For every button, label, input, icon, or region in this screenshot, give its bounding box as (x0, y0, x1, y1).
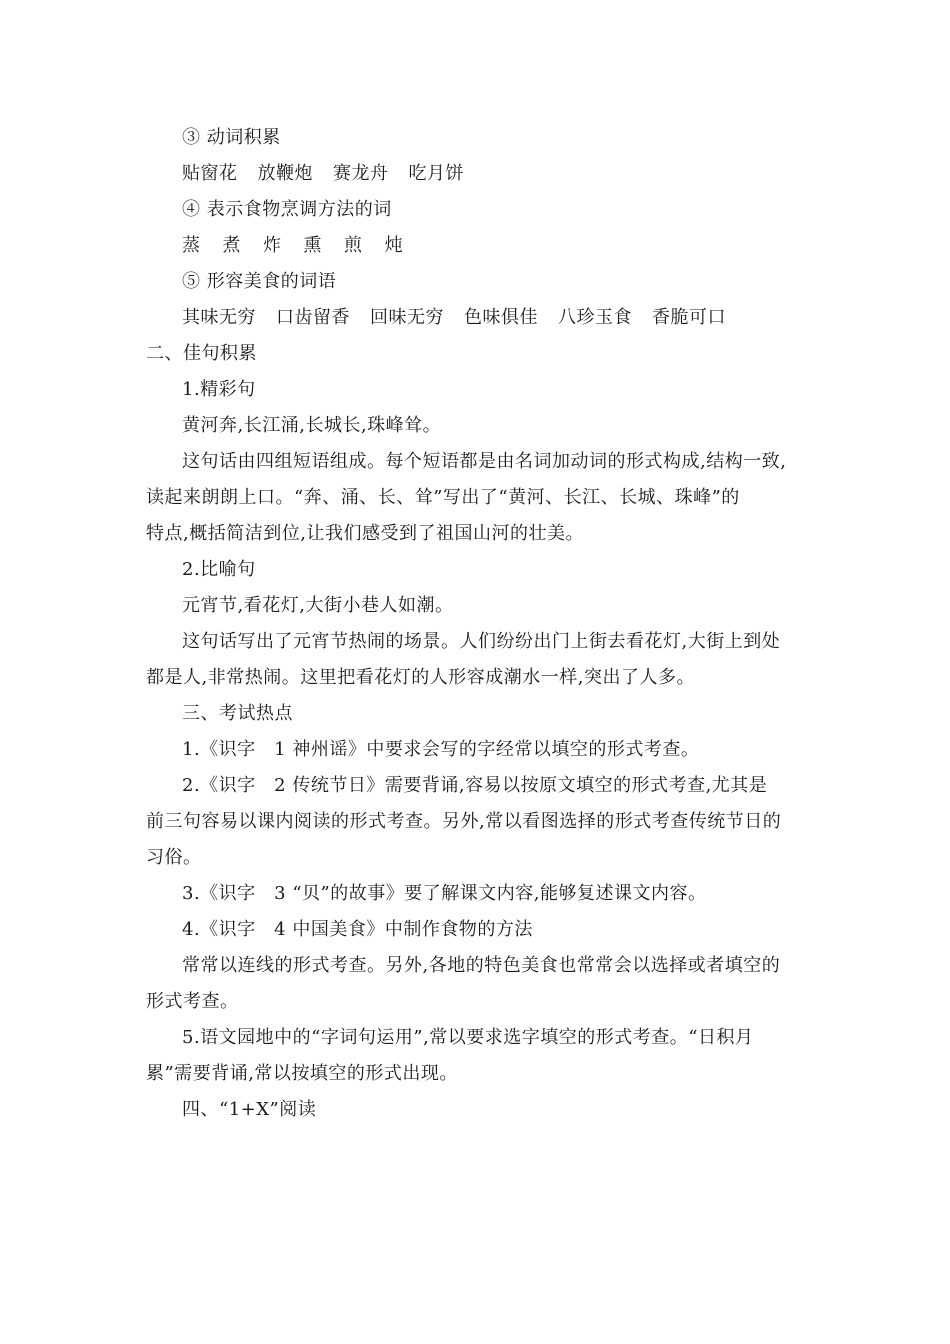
paragraph-line: 形式考查。 (146, 991, 239, 1012)
word-item: 口齿留香 (276, 307, 350, 328)
part2-item2-explanation (146, 624, 808, 696)
exam-point-5 (146, 1020, 808, 1092)
part2-item1-sentence: 黄河奔,长江涌,长城长,珠峰耸。 (182, 415, 442, 436)
word-item: 吃月饼 (408, 163, 464, 184)
word-item: 炸 (263, 235, 282, 256)
paragraph-line: 2.《识字 2 传统节日》需要背诵,容易以按原文填空的形式考查,尤其是 (182, 775, 768, 796)
word-item: 放鞭炮 (257, 163, 313, 184)
paragraph-line: 前三句容易以课内阅读的形式考查。另外,常以看图选择的形式考查传统节日的 (146, 811, 782, 832)
word-item: 八珍玉食 (558, 307, 632, 328)
part2-item1-title: 1.精彩句 (182, 379, 256, 400)
word-item: 煎 (344, 235, 363, 256)
word-item: 熏 (303, 235, 322, 256)
word-item: 蒸 (182, 235, 201, 256)
paragraph-line: 4.《识字 4 中国美食》中制作食物的方法 (182, 919, 533, 940)
word-item: 煮 (222, 235, 241, 256)
section-heading-cooking: ④ 表示食物烹调方法的词 (182, 199, 392, 220)
word-item: 回味无穷 (370, 307, 444, 328)
word-item: 香脆可口 (652, 307, 726, 328)
part2-item1-explanation (146, 444, 808, 552)
word-item: 其味无穷 (182, 307, 256, 328)
word-list-verbs (146, 156, 808, 192)
paragraph-line: 累”需要背诵,常以按填空的形式出现。 (146, 1063, 458, 1084)
word-list-food (146, 300, 808, 336)
word-list-cooking (146, 228, 808, 264)
paragraph-line: 常常以连线的形式考查。另外,各地的特色美食也常常会以选择或者填空的 (182, 955, 781, 976)
paragraph-line: 1.《识字 1 神州谣》中要求会写的字经常以填空的形式考查。 (182, 739, 700, 760)
part3-heading: 三、考试热点 (182, 703, 293, 724)
paragraph-line: 这句话写出了元宵节热闹的场景。人们纷纷出门上街去看花灯,大街上到处 (182, 631, 781, 652)
exam-point-1 (146, 732, 808, 768)
part2-item2-sentence: 元宵节,看花灯,大街小巷人如潮。 (182, 595, 454, 616)
paragraph-line: 读起来朗朗上口。“奔、涌、长、耸”写出了“黄河、长江、长城、珠峰”的 (146, 487, 740, 508)
part2-heading: 二、佳句积累 (146, 343, 257, 364)
part4-heading: 四、“1+X”阅读 (182, 1099, 317, 1120)
paragraph-line: 习俗。 (146, 847, 202, 868)
word-item: 色味俱佳 (464, 307, 538, 328)
paragraph-line: 5.语文园地中的“字词句运用”,常以要求选字填空的形式考查。“日积月 (182, 1027, 754, 1048)
exam-point-3 (146, 876, 808, 912)
section-heading-verbs: ③ 动词积累 (182, 127, 281, 148)
paragraph-line: 特点,概括简洁到位,让我们感受到了祖国山河的壮美。 (146, 523, 584, 544)
section-heading-food-words: ⑤ 形容美食的词语 (182, 271, 337, 292)
paragraph-line: 这句话由四组短语组成。每个短语都是由名词加动词的形式构成,结构一致, (182, 451, 787, 472)
word-item: 赛龙舟 (333, 163, 389, 184)
document-page (146, 120, 808, 1128)
exam-point-2 (146, 768, 808, 876)
paragraph-line: 都是人,非常热闹。这里把看花灯的人形容成潮水一样,突出了人多。 (146, 667, 695, 688)
word-item: 炖 (384, 235, 403, 256)
word-item: 贴窗花 (182, 163, 238, 184)
part2-item2-title: 2.比喻句 (182, 559, 256, 580)
paragraph-line: 3.《识字 3 “贝”的故事》要了解课文内容,能够复述课文内容。 (182, 883, 707, 904)
exam-point-4-detail (146, 948, 808, 1020)
exam-point-4 (146, 912, 808, 948)
